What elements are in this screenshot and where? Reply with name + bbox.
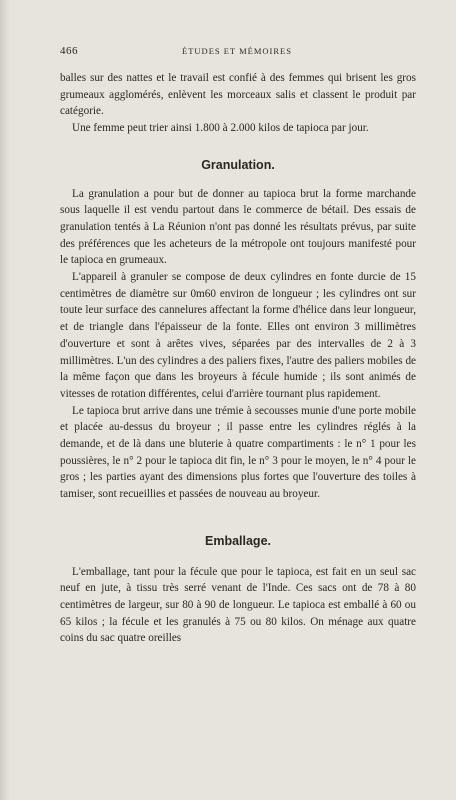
paragraph: Une femme peut trier ainsi 1.800 à 2.000 kilos de tapioca par jour. [72, 122, 369, 135]
paragraph: Le tapioca brut arrive dans une trémie à secousses munie d'une porte mobile et placée au-dessus du broyeur ; il passe entre les cylindres réglés à la demande, et de là dans une bluterie à quatre compartiments : le n° 1 pour les poussières, le n° 2 pour le tapioca dit fin, le n° 3 pour le moyen, le n° 4 pour le gros ; les parties ayant des dimensions plus fortes que l'ouverture des toiles à tamiser, sont recueillies et passées de nouveau au broyeur. [60, 404, 416, 501]
paragraph: L'emballage, tant pour la fécule que pour le tapioca, est fait en un seul sac neuf en jute, à tissu très serré venant de l'Inde. Ces sacs ont de 78 à 80 centimètres de largeur, sur 80 à 90 de longueur. Le tapioca est emballé à 60 ou 65 kilos ; la fécule et les granulés à 75 ou 80 kilos. On ménage aux quatre coins du sac quatre oreilles [60, 565, 416, 645]
running-title: ÉTUDES ET MÉMOIRES [182, 46, 292, 56]
body-text [60, 70, 416, 647]
paragraph: balles sur des nattes et le travail est confié à des femmes qui brisent les gros grumeaux agglomérés, enlèvent les morceaux salis et classent le produit par catégorie. [60, 72, 416, 118]
page-edge-shadow [0, 0, 10, 800]
paragraph: La granulation a pour but de donner au tapioca brut la forme marchande sous laquelle il est vendu partout dans le commerce de bétail. Des essais de granulation tentés à La Réunion n'ont pas donné les résultats prévus, par suite des préférences que les acheteurs de la métropole ont toujours manifesté pour le tapioca en grumeaux. [60, 187, 416, 267]
running-header [60, 45, 414, 59]
section-heading-emballage: Emballage. [205, 533, 271, 548]
section-heading-granulation: Granulation. [201, 157, 275, 172]
paragraph: L'appareil à granuler se compose de deux cylindres en fonte durcie de 15 centimètres de diamètre sur 0m60 environ de longueur ; les cylindres ont sur toute leur surface des cannelures affectant la forme d'hélice dans leur longueur, et de triangle dans l'épaisseur de la fonte. Elles ont environ 3 millimètres d'ouverture et sont à arêtes vives, séparées par des intervalles de 2 à 3 millimètres. L'un des cylindres a des paliers fixes, l'autre des paliers mobiles de la même façon que dans les broyeurs à fécule humide ; ils sont animés de vitesses de rotation différentes, celui d'arrière tournant plus rapidement. [60, 271, 416, 400]
page-number: 466 [60, 45, 78, 57]
